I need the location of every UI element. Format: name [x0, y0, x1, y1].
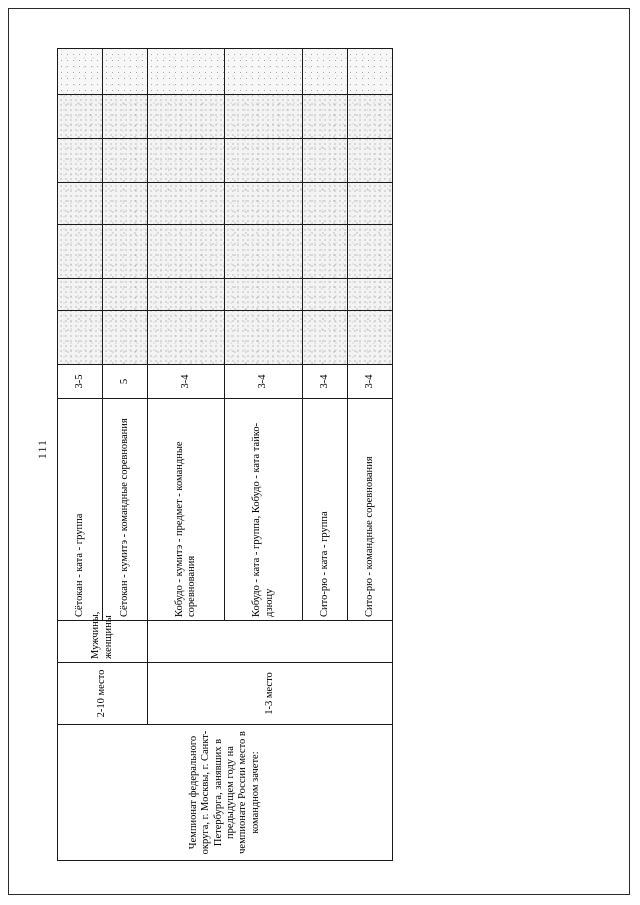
- document-page: [8, 8, 630, 895]
- value-cell: 5: [103, 365, 148, 399]
- hatched-cell: [148, 139, 225, 183]
- value-cell: 3-4: [347, 365, 392, 399]
- hatched-cell: [58, 279, 103, 311]
- gender-cell: Мужчины, женщины: [58, 621, 148, 663]
- hatched-cell: [103, 311, 148, 365]
- value-cell: 3-5: [58, 365, 103, 399]
- hatched-cell: [103, 139, 148, 183]
- discipline-cell: Сито-рю - ката - группа: [302, 399, 347, 621]
- discipline-cell: Кобудо - кумитэ - предмет - командные соревнования: [148, 399, 225, 621]
- hatched-cell: [302, 225, 347, 279]
- hatched-cell: [347, 139, 392, 183]
- hatched-cell: [148, 183, 225, 225]
- hatched-cell: [302, 139, 347, 183]
- hatched-cell: [347, 95, 392, 139]
- page-content: [9, 9, 631, 896]
- hatched-cell: [225, 279, 302, 311]
- hatched-cell: [302, 279, 347, 311]
- gender-cell-empty: [148, 621, 393, 663]
- hatched-cell: [58, 183, 103, 225]
- place-cell-1: 2-10 место: [58, 663, 148, 725]
- hatched-cell: [225, 139, 302, 183]
- value-cell: 3-4: [225, 365, 302, 399]
- hatched-cell: [103, 225, 148, 279]
- hatched-cell: [58, 49, 103, 95]
- hatched-cell: [148, 49, 225, 95]
- title-cell: Чемпионат федерального округа, г. Москвы, г. Санкт-Петербурга, занявших в предыдущем году на чемпионате России место в командном зачете:: [58, 725, 393, 861]
- hatched-cell: [302, 49, 347, 95]
- hatched-cell: [225, 95, 302, 139]
- table-container: [57, 49, 393, 861]
- hatched-cell: [148, 279, 225, 311]
- place-cell-2: 1-3 место: [148, 663, 393, 725]
- value-cell: 3-4: [302, 365, 347, 399]
- value-cell: 3-4: [148, 365, 225, 399]
- hatched-cell: [103, 279, 148, 311]
- hatched-cell: [58, 95, 103, 139]
- hatched-cell: [347, 279, 392, 311]
- hatched-cell: [347, 49, 392, 95]
- hatched-cell: [302, 311, 347, 365]
- discipline-cell: Сётокан - ката - группа: [58, 399, 103, 621]
- hatched-cell: [225, 225, 302, 279]
- discipline-cell: Сито-рю - командные соревнования: [347, 399, 392, 621]
- hatched-cell: [347, 183, 392, 225]
- hatched-cell: [58, 225, 103, 279]
- hatched-cell: [58, 311, 103, 365]
- page-number: 111: [35, 439, 49, 460]
- hatched-cell: [148, 95, 225, 139]
- hatched-cell: [347, 225, 392, 279]
- requirements-table: [57, 48, 393, 861]
- hatched-cell: [347, 311, 392, 365]
- hatched-cell: [58, 139, 103, 183]
- discipline-cell: Кобудо - ката - группа, Кобудо - ката тайко-дзюцу: [225, 399, 302, 621]
- hatched-cell: [302, 95, 347, 139]
- table-row: [58, 49, 103, 861]
- hatched-cell: [148, 311, 225, 365]
- hatched-cell: [225, 49, 302, 95]
- hatched-cell: [302, 183, 347, 225]
- hatched-cell: [103, 95, 148, 139]
- hatched-cell: [225, 183, 302, 225]
- discipline-cell: Сётокан - кумитэ - командные соревнования: [103, 399, 148, 621]
- hatched-cell: [225, 311, 302, 365]
- hatched-cell: [103, 183, 148, 225]
- hatched-cell: [148, 225, 225, 279]
- hatched-cell: [103, 49, 148, 95]
